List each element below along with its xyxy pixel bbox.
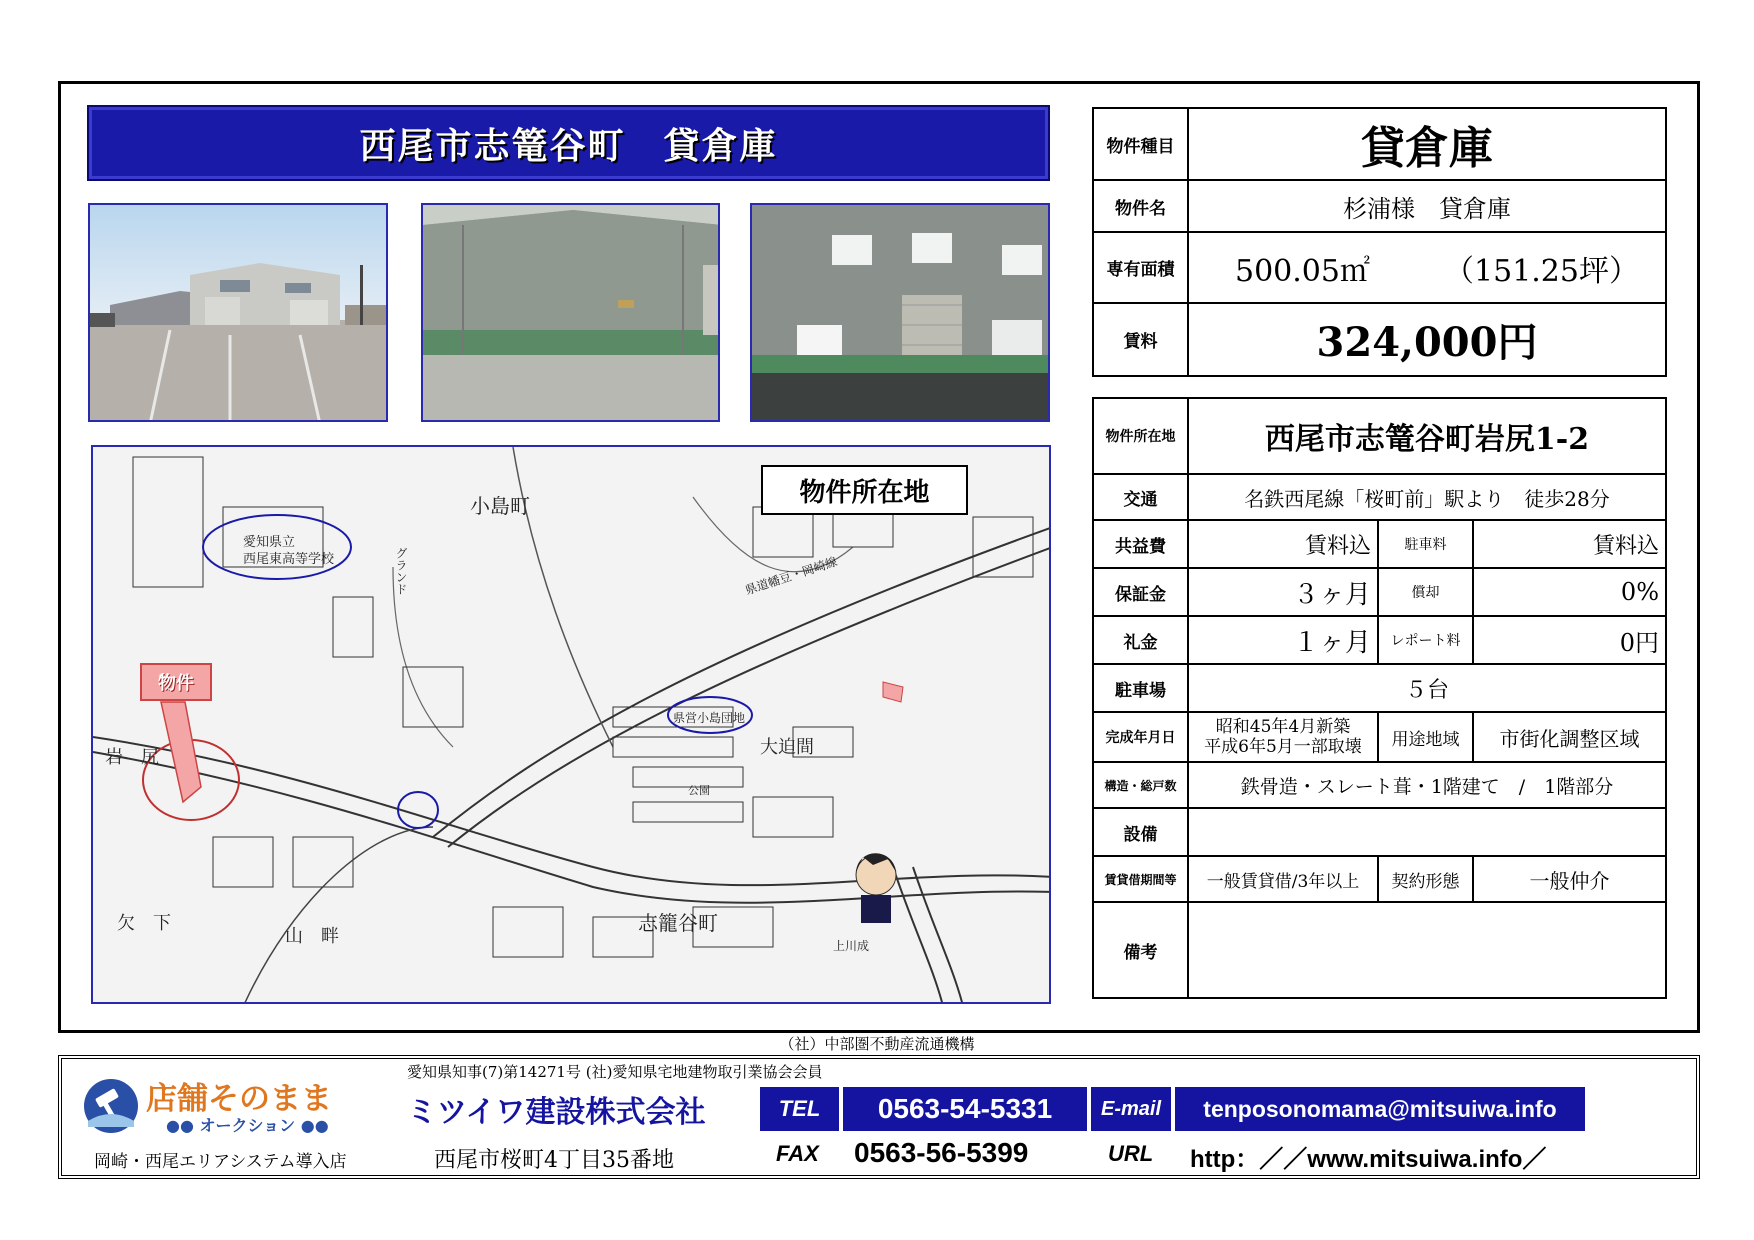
photo-interior-1 — [421, 203, 720, 422]
title-banner — [87, 105, 1050, 181]
report-fee-label: レポート料 — [1378, 616, 1473, 664]
structure-value: 鉄骨造・スレート葺・1階建て / 1階部分 — [1188, 762, 1666, 808]
common-fee-value: 賃料込 — [1188, 520, 1378, 568]
facilities-label: 設備 — [1093, 808, 1188, 856]
interior-photo-image — [423, 205, 720, 422]
area-cell — [1188, 232, 1666, 303]
company-name: ミツイワ建設株式会社 — [407, 1095, 706, 1130]
map-label-danchi: 県営小島団地 — [673, 711, 746, 725]
built-value — [1188, 712, 1378, 762]
area-note: 岡崎・西尾エリアシステム導入店 — [94, 1152, 347, 1172]
built-value-1: 昭和45年4月新築 — [1215, 717, 1351, 737]
transit-value: 名鉄西尾線「桜町前」駅より 徒歩28分 — [1188, 474, 1666, 520]
parking-fee-label: 駐車料 — [1378, 520, 1473, 568]
map-label-iwajiri: 岩 尻 — [105, 747, 159, 768]
footer-caption: （社）中部圏不動産流通機構 — [779, 1035, 975, 1053]
key-money-value: １ヶ月 — [1188, 616, 1378, 664]
name-value: 杉浦様 貸倉庫 — [1188, 180, 1666, 232]
amort-label: 償却 — [1378, 568, 1473, 616]
map-label-ground: グランド — [394, 547, 408, 595]
area-label: 専有面積 — [1093, 232, 1188, 303]
type-value: 貸倉庫 — [1188, 108, 1666, 180]
email-address[interactable]: tenposonomama@mitsuiwa.info — [1175, 1087, 1585, 1131]
remarks-value — [1188, 902, 1666, 998]
transit-label: 交通 — [1093, 474, 1188, 520]
map-label-park: 公園 — [688, 784, 710, 797]
contract-label: 契約形態 — [1378, 856, 1473, 902]
info-table-bottom — [1092, 397, 1667, 999]
map-label-school-2: 西尾東高等学校 — [243, 552, 335, 567]
interior-photo-image — [752, 205, 1050, 422]
parking-fee-value: 賃料込 — [1473, 520, 1666, 568]
type-label: 物件種目 — [1093, 108, 1188, 180]
map-label-road: 県道幡豆・岡崎線 — [743, 554, 839, 598]
map-drawing — [93, 447, 1051, 1004]
report-fee-value: 0円 — [1473, 616, 1666, 664]
lease-label: 賃貸借期間等 — [1093, 856, 1188, 902]
parking-value: ５台 — [1188, 664, 1666, 712]
address-label: 物件所在地 — [1093, 398, 1188, 474]
key-money-label: 礼金 — [1093, 616, 1188, 664]
zoning-value: 市街化調整区域 — [1473, 712, 1666, 762]
common-fee-label: 共益費 — [1093, 520, 1188, 568]
url-label: URL — [1108, 1141, 1154, 1166]
deposit-label: 保証金 — [1093, 568, 1188, 616]
facilities-value — [1188, 808, 1666, 856]
area-tsubo: （151.25坪） — [1444, 253, 1639, 289]
email-label: E-mail — [1091, 1087, 1171, 1131]
parking-label: 駐車場 — [1093, 664, 1188, 712]
remarks-label: 備考 — [1093, 902, 1188, 998]
tel-number[interactable]: 0563-54-5331 — [843, 1087, 1087, 1131]
property-tag: 物件 — [140, 663, 212, 701]
deposit-value: ３ヶ月 — [1188, 568, 1378, 616]
page-title: 西尾市志篭谷町 貸倉庫 — [359, 125, 778, 167]
map-label-kojima: 小島町 — [470, 494, 530, 518]
company-address: 西尾市桜町4丁目35番地 — [434, 1148, 674, 1173]
brand-name: 店舗そのまま — [146, 1081, 332, 1117]
fax-number: 0563-56-5399 — [854, 1137, 1029, 1168]
address-value: 西尾市志篭谷町岩尻1-2 — [1188, 398, 1666, 474]
lease-value: 一般賃貸借/3年以上 — [1188, 856, 1378, 902]
rent-value: 324,000円 — [1188, 303, 1666, 376]
location-map — [91, 445, 1051, 1004]
map-label-yamaguro: 山 畔 — [285, 926, 339, 947]
tel-label: TEL — [760, 1087, 839, 1131]
website-link[interactable]: http：／／www.mitsuiwa.info／ — [1190, 1146, 1547, 1173]
built-value-2: 平成6年5月一部取壊 — [1204, 737, 1362, 757]
built-label: 完成年月日 — [1093, 712, 1188, 762]
license-text: 愛知県知事(7)第14271号 (社)愛知県宅地建物取引業協会会員 — [407, 1063, 823, 1081]
hammer-icon — [82, 1077, 140, 1135]
photo-exterior — [88, 203, 388, 422]
fax-label: FAX — [776, 1141, 819, 1166]
map-label-school-1: 愛知県立 — [243, 535, 296, 550]
map-location-label: 物件所在地 — [761, 465, 968, 515]
map-label-kamikawa: 上川成 — [833, 939, 870, 953]
map-label-kashita: 欠 下 — [117, 913, 171, 934]
info-table-top — [1092, 107, 1667, 377]
amort-value: 0% — [1473, 568, 1666, 616]
name-label: 物件名 — [1093, 180, 1188, 232]
brand-logo — [82, 1071, 372, 1143]
structure-label: 構造・総戸数 — [1093, 762, 1188, 808]
exterior-photo-image — [90, 205, 388, 422]
rent-label: 賃料 — [1093, 303, 1188, 376]
area-value: 500.05㎡ — [1235, 253, 1370, 289]
footer-box — [58, 1055, 1700, 1179]
zoning-label: 用途地域 — [1378, 712, 1473, 762]
map-label-shiketani: 志籠谷町 — [638, 911, 718, 935]
map-label-oohazama: 大迫間 — [760, 737, 814, 758]
photo-interior-2 — [750, 203, 1050, 422]
contract-value: 一般仲介 — [1473, 856, 1666, 902]
brand-sub: ●● オークション ●● — [166, 1116, 329, 1135]
